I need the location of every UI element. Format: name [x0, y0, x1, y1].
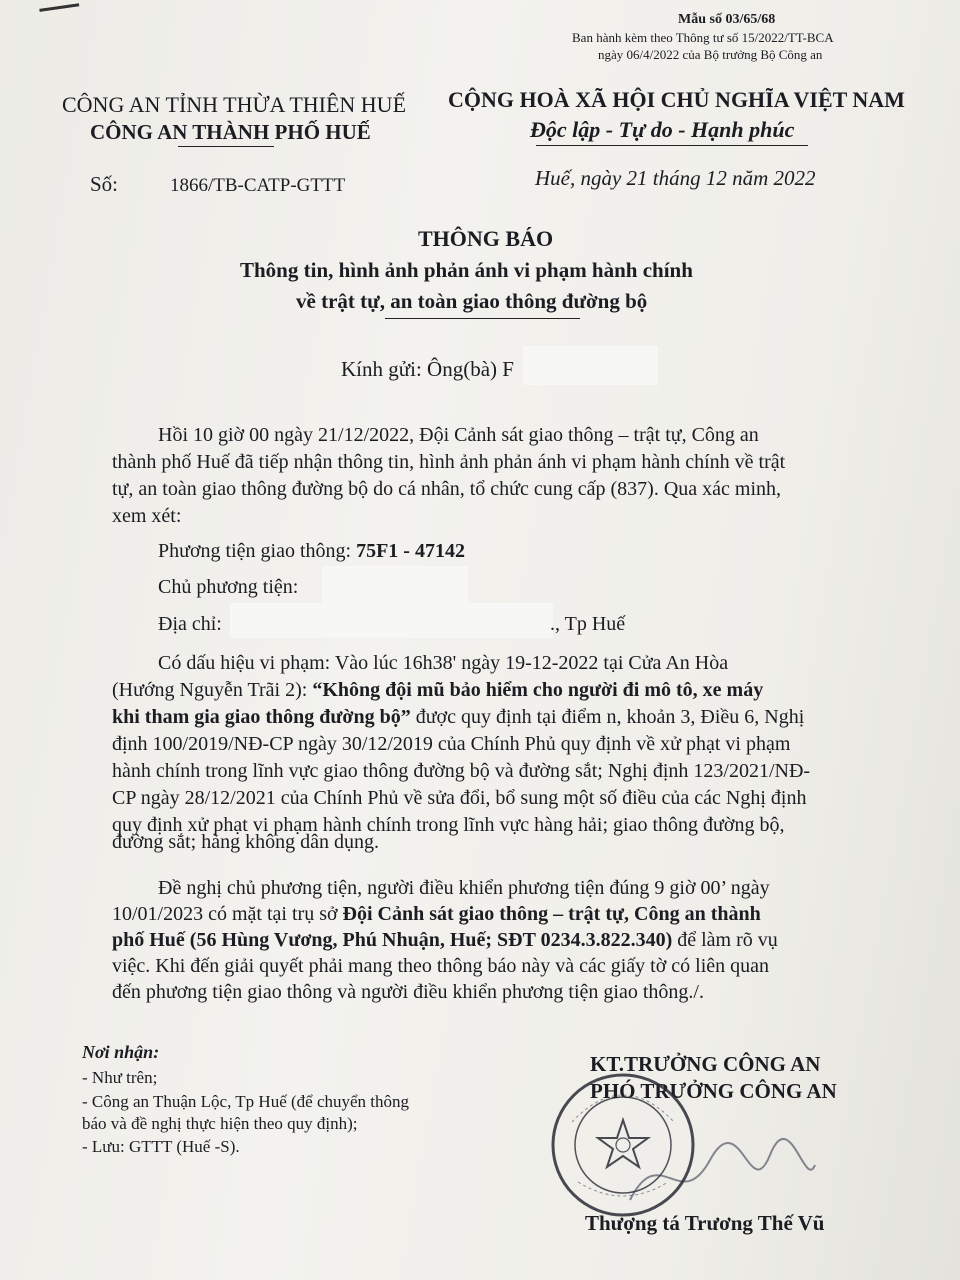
pen-mark	[39, 3, 80, 21]
nation-motto: Độc lập - Tự do - Hạnh phúc	[530, 117, 795, 142]
request-line: việc. Khi đến giải quyết phải mang theo thông báo này và các giấy tờ có liên quan	[112, 955, 770, 977]
document-subtitle-2: về trật tự, an toàn giao thông đường bộ	[296, 289, 648, 313]
paragraph-line: tự, an toàn giao thông đường bộ do cá nhân, tổ chức cung cấp (837). Qua xác minh,	[112, 478, 782, 500]
redaction-owner	[322, 566, 468, 604]
signature-subtitle: PHÓ TRƯỞNG CÔNG AN	[590, 1079, 837, 1103]
violation-line: đường sắt; hàng không dân dụng.	[112, 831, 379, 853]
violation-quote-2: khi tham gia giao thông đường bộ”	[112, 706, 411, 728]
form-number: Mẫu số 03/65/68	[678, 12, 776, 27]
request-line: đến phương tiện giao thông và người điều khiển phương tiện giao thông./.	[112, 981, 704, 1003]
recipient-item: - Lưu: GTTT (Huế -S).	[82, 1137, 240, 1156]
request-date: 10/01/2023 có mặt tại trụ sở	[112, 903, 343, 925]
redaction-recipient	[523, 346, 658, 385]
motto-underline	[536, 145, 808, 146]
recipients-heading: Nơi nhận:	[82, 1042, 160, 1062]
request-line	[112, 929, 778, 952]
address-label: Địa chỉ:	[158, 613, 222, 635]
form-note-2: ngày 06/4/2022 của Bộ trưởng Bộ Công an	[598, 47, 823, 62]
violation-line: quy định xử phạt vi phạm hành chính trong lĩnh vực hàng hải; giao thông đường bộ,	[112, 814, 785, 836]
violation-location: (Hướng Nguyễn Trãi 2):	[112, 679, 313, 701]
request-purpose: để làm rõ vụ	[672, 929, 778, 951]
violation-line: CP ngày 28/12/2021 của Chính Phủ về sửa đổi, bổ sung một số điều của các Nghị định	[112, 787, 807, 809]
request-office-2: phố Huế (56 Hùng Vương, Phú Nhuận, Huế; SĐT 0234.3.822.340)	[112, 929, 673, 951]
signatory-name: Thượng tá Trương Thế Vũ	[585, 1211, 825, 1235]
vehicle-label: Phương tiện giao thông:	[158, 540, 352, 562]
document-subtitle-1: Thông tin, hình ảnh phản ánh vi phạm hành chính	[240, 258, 693, 282]
recipient-item: - Như trên;	[82, 1068, 158, 1087]
signature-title: KT.TRƯỞNG CÔNG AN	[590, 1052, 821, 1076]
vehicle-plate: 75F1 - 47142	[356, 540, 465, 562]
violation-line: Có dấu hiệu vi phạm: Vào lúc 16h38' ngày 19-12-2022 tại Cửa An Hòa	[158, 652, 729, 674]
document-title: THÔNG BÁO	[418, 226, 554, 251]
violation-line	[112, 679, 763, 702]
nation-heading: CỘNG HOÀ XÃ HỘI CHỦ NGHĨA VIỆT NAM	[448, 87, 905, 112]
owner-label: Chủ phương tiện:	[158, 576, 299, 598]
paragraph-line: thành phố Huế đã tiếp nhận thông tin, hình ảnh phản ánh vi phạm hành chính về trật	[112, 451, 786, 473]
salutation: Kính gửi: Ông(bà) F	[341, 357, 514, 381]
paragraph-line: xem xét:	[112, 505, 182, 527]
request-line	[112, 903, 761, 926]
violation-line: định 100/2019/NĐ-CP ngày 30/12/2019 của Chính Phủ quy định về xử phạt vi phạm	[112, 733, 791, 755]
agency-parent: CÔNG AN TỈNH THỪA THIÊN HUẾ	[62, 92, 407, 117]
form-note-1: Ban hành kèm theo Thông tư số 15/2022/TT-BCA	[572, 30, 834, 45]
paragraph-line: Hồi 10 giờ 00 ngày 21/12/2022, Đội Cảnh sát giao thông – trật tự, Công an	[158, 424, 759, 446]
violation-line: hành chính trong lĩnh vực giao thông đường bộ và đường sắt; Nghị định 123/2021/NĐ-	[112, 760, 811, 782]
request-office-1: Đội Cảnh sát giao thông – trật tự, Công an thành	[342, 903, 761, 925]
request-line: Đề nghị chủ phương tiện, người điều khiển phương tiện đúng 9 giờ 00’ ngày	[158, 877, 770, 899]
agency-underline	[178, 146, 274, 147]
violation-basis: được quy định tại điểm n, khoản 3, Điều 6, Nghị	[410, 706, 805, 728]
address-tail: ., Tp Huế	[550, 613, 626, 635]
agency-name: CÔNG AN THÀNH PHỐ HUẾ	[90, 120, 371, 144]
violation-quote-1: “Không đội mũ bảo hiểm cho người đi mô tô, xe máy	[312, 679, 764, 701]
subtitle-underline	[385, 318, 580, 319]
redaction-address	[230, 603, 553, 638]
doc-number-label: Số:	[90, 172, 119, 196]
recipient-item: báo và đề nghị thực hiện theo quy định);	[82, 1114, 358, 1133]
recipient-item: - Công an Thuận Lộc, Tp Huế (để chuyển thông	[82, 1092, 410, 1111]
place-date: Huế, ngày 21 tháng 12 năm 2022	[535, 166, 816, 190]
doc-number: 1866/TB-CATP-GTTT	[170, 175, 346, 196]
vehicle-line	[158, 540, 465, 563]
violation-line	[112, 706, 804, 729]
